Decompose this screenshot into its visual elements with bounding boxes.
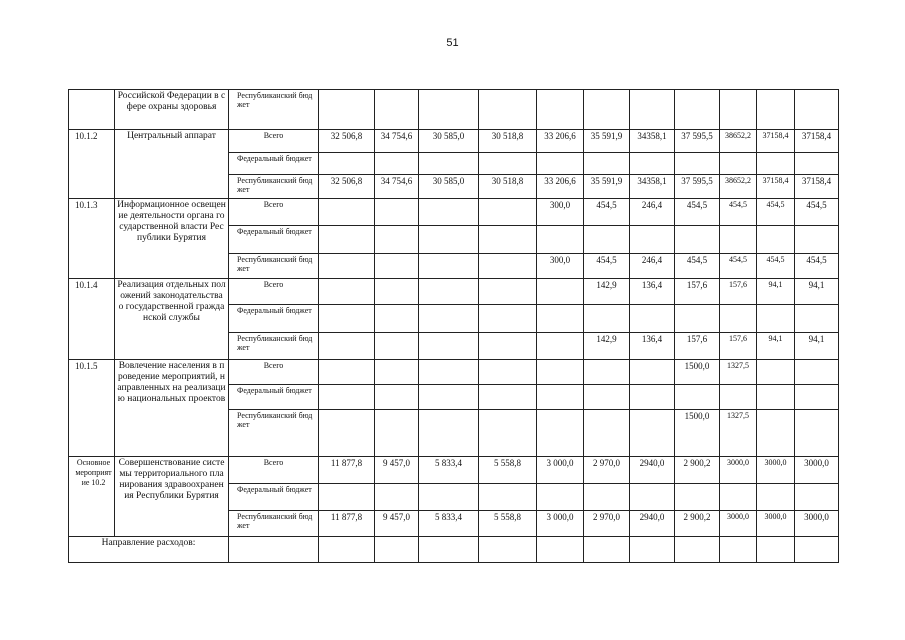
value-cell bbox=[795, 153, 839, 175]
value-cell bbox=[537, 333, 584, 360]
name-cell: Вовлечение населения в проведение мероприятий, направленных на реализацию национальных проектов bbox=[115, 360, 229, 457]
value-cell: 37 595,5 bbox=[675, 130, 720, 153]
source-cell: Республиканский бюджет bbox=[229, 90, 319, 130]
value-cell: 30 518,8 bbox=[479, 175, 537, 199]
value-cell: 2 900,2 bbox=[675, 511, 720, 537]
value-cell: 5 558,8 bbox=[479, 457, 537, 484]
value-cell bbox=[537, 90, 584, 130]
value-cell bbox=[584, 153, 630, 175]
value-cell: 454,5 bbox=[675, 199, 720, 226]
value-cell: 454,5 bbox=[757, 199, 795, 226]
value-cell bbox=[584, 226, 630, 254]
value-cell bbox=[630, 90, 675, 130]
value-cell bbox=[419, 226, 479, 254]
value-cell bbox=[537, 305, 584, 333]
value-cell bbox=[720, 484, 757, 511]
value-cell: 2 900,2 bbox=[675, 457, 720, 484]
value-cell: 38652,2 bbox=[720, 175, 757, 199]
value-cell: 3000,0 bbox=[720, 457, 757, 484]
value-cell bbox=[319, 226, 375, 254]
value-cell bbox=[757, 90, 795, 130]
value-cell: 454,5 bbox=[720, 254, 757, 279]
footer-label: Направление расходов: bbox=[69, 537, 229, 563]
source-cell: Федеральный бюджет bbox=[229, 153, 319, 175]
value-cell: 38652,2 bbox=[720, 130, 757, 153]
value-cell: 246,4 bbox=[630, 254, 675, 279]
source-cell: Всего bbox=[229, 130, 319, 153]
value-cell bbox=[795, 410, 839, 457]
value-cell bbox=[375, 410, 419, 457]
value-cell bbox=[375, 360, 419, 385]
value-cell bbox=[675, 305, 720, 333]
value-cell bbox=[757, 537, 795, 563]
value-cell: 454,5 bbox=[720, 199, 757, 226]
value-cell bbox=[630, 305, 675, 333]
value-cell bbox=[537, 360, 584, 385]
value-cell: 37158,4 bbox=[757, 130, 795, 153]
value-cell bbox=[720, 153, 757, 175]
value-cell: 3000,0 bbox=[795, 457, 839, 484]
value-cell: 2940,0 bbox=[630, 457, 675, 484]
value-cell: 300,0 bbox=[537, 254, 584, 279]
value-cell: 157,6 bbox=[675, 279, 720, 305]
value-cell bbox=[757, 305, 795, 333]
value-cell: 1327,5 bbox=[720, 360, 757, 385]
value-cell: 142,9 bbox=[584, 279, 630, 305]
value-cell bbox=[419, 410, 479, 457]
value-cell bbox=[720, 90, 757, 130]
value-cell bbox=[479, 153, 537, 175]
source-cell: Всего bbox=[229, 457, 319, 484]
value-cell bbox=[479, 90, 537, 130]
source-cell: Республиканский бюджет bbox=[229, 175, 319, 199]
value-cell: 34 754,6 bbox=[375, 130, 419, 153]
value-cell bbox=[757, 484, 795, 511]
value-cell bbox=[795, 360, 839, 385]
value-cell bbox=[584, 360, 630, 385]
value-cell bbox=[584, 410, 630, 457]
source-cell: Республиканский бюджет bbox=[229, 333, 319, 360]
source-cell: Всего bbox=[229, 360, 319, 385]
value-cell bbox=[537, 279, 584, 305]
budget-table bbox=[68, 89, 839, 563]
value-cell bbox=[630, 385, 675, 410]
value-cell bbox=[630, 226, 675, 254]
code-cell bbox=[69, 90, 115, 130]
value-cell: 454,5 bbox=[795, 254, 839, 279]
value-cell bbox=[537, 537, 584, 563]
value-cell bbox=[630, 360, 675, 385]
value-cell bbox=[720, 226, 757, 254]
value-cell bbox=[479, 226, 537, 254]
value-cell bbox=[419, 537, 479, 563]
code-cell: 10.1.2 bbox=[69, 130, 115, 199]
value-cell bbox=[375, 333, 419, 360]
value-cell bbox=[375, 226, 419, 254]
value-cell bbox=[319, 360, 375, 385]
value-cell: 5 833,4 bbox=[419, 511, 479, 537]
value-cell bbox=[675, 537, 720, 563]
name-cell: Российской Федерации в сфере охраны здоровья bbox=[115, 90, 229, 130]
value-cell: 1327,5 bbox=[720, 410, 757, 457]
value-cell: 37158,4 bbox=[795, 175, 839, 199]
value-cell: 3000,0 bbox=[757, 457, 795, 484]
value-cell: 157,6 bbox=[720, 333, 757, 360]
value-cell bbox=[795, 226, 839, 254]
value-cell: 300,0 bbox=[537, 199, 584, 226]
value-cell bbox=[479, 360, 537, 385]
source-cell bbox=[229, 537, 319, 563]
value-cell: 5 833,4 bbox=[419, 457, 479, 484]
value-cell bbox=[319, 90, 375, 130]
page-number: 51 bbox=[446, 37, 459, 49]
value-cell: 454,5 bbox=[584, 199, 630, 226]
value-cell: 37 595,5 bbox=[675, 175, 720, 199]
source-cell: Всего bbox=[229, 279, 319, 305]
value-cell: 94,1 bbox=[795, 333, 839, 360]
source-cell: Федеральный бюджет bbox=[229, 305, 319, 333]
value-cell bbox=[419, 385, 479, 410]
value-cell: 94,1 bbox=[757, 333, 795, 360]
value-cell bbox=[319, 537, 375, 563]
value-cell bbox=[419, 279, 479, 305]
value-cell bbox=[795, 90, 839, 130]
table-body bbox=[69, 90, 839, 563]
source-cell: Федеральный бюджет bbox=[229, 226, 319, 254]
value-cell: 94,1 bbox=[757, 279, 795, 305]
source-cell: Республиканский бюджет bbox=[229, 410, 319, 457]
code-cell: Основное мероприятие 10.2 bbox=[69, 457, 115, 537]
value-cell: 5 558,8 bbox=[479, 511, 537, 537]
value-cell: 30 585,0 bbox=[419, 175, 479, 199]
value-cell bbox=[795, 537, 839, 563]
source-cell: Республиканский бюджет bbox=[229, 511, 319, 537]
source-cell: Федеральный бюджет bbox=[229, 484, 319, 511]
value-cell: 157,6 bbox=[720, 279, 757, 305]
value-cell bbox=[375, 484, 419, 511]
value-cell: 136,4 bbox=[630, 333, 675, 360]
value-cell bbox=[757, 153, 795, 175]
value-cell bbox=[319, 333, 375, 360]
source-cell: Республиканский бюджет bbox=[229, 254, 319, 279]
name-cell: Реализация отдельных положений законодательства о государственной гражданской службы bbox=[115, 279, 229, 360]
value-cell bbox=[479, 305, 537, 333]
value-cell: 454,5 bbox=[757, 254, 795, 279]
value-cell: 35 591,9 bbox=[584, 175, 630, 199]
value-cell bbox=[584, 305, 630, 333]
table-row bbox=[69, 537, 839, 563]
value-cell bbox=[584, 537, 630, 563]
value-cell bbox=[479, 537, 537, 563]
value-cell: 2 970,0 bbox=[584, 457, 630, 484]
value-cell: 454,5 bbox=[584, 254, 630, 279]
code-cell: 10.1.3 bbox=[69, 199, 115, 279]
table-row bbox=[69, 130, 839, 153]
value-cell: 11 877,8 bbox=[319, 457, 375, 484]
value-cell: 454,5 bbox=[795, 199, 839, 226]
value-cell: 11 877,8 bbox=[319, 511, 375, 537]
value-cell bbox=[757, 360, 795, 385]
value-cell bbox=[319, 254, 375, 279]
value-cell bbox=[375, 199, 419, 226]
value-cell bbox=[675, 90, 720, 130]
value-cell bbox=[584, 484, 630, 511]
value-cell bbox=[319, 279, 375, 305]
value-cell bbox=[795, 385, 839, 410]
value-cell bbox=[479, 333, 537, 360]
value-cell bbox=[479, 484, 537, 511]
value-cell: 35 591,9 bbox=[584, 130, 630, 153]
value-cell bbox=[419, 333, 479, 360]
value-cell: 454,5 bbox=[675, 254, 720, 279]
value-cell bbox=[675, 385, 720, 410]
value-cell: 32 506,8 bbox=[319, 175, 375, 199]
value-cell bbox=[419, 360, 479, 385]
value-cell: 30 585,0 bbox=[419, 130, 479, 153]
value-cell: 9 457,0 bbox=[375, 511, 419, 537]
value-cell bbox=[419, 153, 479, 175]
value-cell: 3 000,0 bbox=[537, 511, 584, 537]
value-cell bbox=[375, 385, 419, 410]
value-cell bbox=[419, 254, 479, 279]
value-cell bbox=[537, 226, 584, 254]
value-cell bbox=[757, 226, 795, 254]
value-cell bbox=[479, 199, 537, 226]
name-cell: Центральный аппарат bbox=[115, 130, 229, 199]
value-cell: 246,4 bbox=[630, 199, 675, 226]
value-cell bbox=[479, 279, 537, 305]
value-cell bbox=[479, 410, 537, 457]
value-cell: 1500,0 bbox=[675, 360, 720, 385]
value-cell bbox=[319, 410, 375, 457]
table-row bbox=[69, 279, 839, 305]
value-cell bbox=[720, 385, 757, 410]
value-cell: 1500,0 bbox=[675, 410, 720, 457]
value-cell bbox=[537, 153, 584, 175]
value-cell bbox=[375, 254, 419, 279]
value-cell bbox=[419, 305, 479, 333]
value-cell: 9 457,0 bbox=[375, 457, 419, 484]
value-cell bbox=[675, 153, 720, 175]
value-cell bbox=[795, 305, 839, 333]
value-cell bbox=[720, 537, 757, 563]
value-cell bbox=[584, 385, 630, 410]
value-cell: 3000,0 bbox=[757, 511, 795, 537]
value-cell bbox=[319, 385, 375, 410]
value-cell bbox=[630, 410, 675, 457]
value-cell bbox=[375, 305, 419, 333]
value-cell bbox=[537, 484, 584, 511]
code-cell: 10.1.4 bbox=[69, 279, 115, 360]
value-cell bbox=[375, 153, 419, 175]
value-cell: 3000,0 bbox=[720, 511, 757, 537]
value-cell bbox=[537, 410, 584, 457]
value-cell: 157,6 bbox=[675, 333, 720, 360]
value-cell: 33 206,6 bbox=[537, 130, 584, 153]
value-cell bbox=[630, 153, 675, 175]
value-cell bbox=[675, 484, 720, 511]
value-cell bbox=[319, 199, 375, 226]
value-cell: 94,1 bbox=[795, 279, 839, 305]
table-row bbox=[69, 360, 839, 385]
table-row bbox=[69, 90, 839, 130]
value-cell: 142,9 bbox=[584, 333, 630, 360]
value-cell bbox=[675, 226, 720, 254]
source-cell: Всего bbox=[229, 199, 319, 226]
value-cell bbox=[375, 279, 419, 305]
value-cell: 33 206,6 bbox=[537, 175, 584, 199]
value-cell bbox=[375, 90, 419, 130]
source-cell: Федеральный бюджет bbox=[229, 385, 319, 410]
value-cell: 32 506,8 bbox=[319, 130, 375, 153]
table-row bbox=[69, 457, 839, 484]
value-cell bbox=[757, 385, 795, 410]
value-cell bbox=[584, 90, 630, 130]
value-cell bbox=[419, 199, 479, 226]
value-cell bbox=[319, 305, 375, 333]
value-cell bbox=[479, 254, 537, 279]
value-cell bbox=[319, 153, 375, 175]
value-cell: 2 970,0 bbox=[584, 511, 630, 537]
value-cell: 37158,4 bbox=[795, 130, 839, 153]
table-row bbox=[69, 199, 839, 226]
value-cell bbox=[757, 410, 795, 457]
value-cell bbox=[319, 484, 375, 511]
value-cell bbox=[630, 484, 675, 511]
code-cell: 10.1.5 bbox=[69, 360, 115, 457]
value-cell: 34 754,6 bbox=[375, 175, 419, 199]
value-cell: 30 518,8 bbox=[479, 130, 537, 153]
value-cell: 3 000,0 bbox=[537, 457, 584, 484]
value-cell: 3000,0 bbox=[795, 511, 839, 537]
value-cell: 34358,1 bbox=[630, 175, 675, 199]
value-cell: 2940,0 bbox=[630, 511, 675, 537]
value-cell: 37158,4 bbox=[757, 175, 795, 199]
value-cell bbox=[795, 484, 839, 511]
value-cell bbox=[479, 385, 537, 410]
value-cell bbox=[419, 90, 479, 130]
value-cell bbox=[419, 484, 479, 511]
value-cell: 136,4 bbox=[630, 279, 675, 305]
value-cell bbox=[720, 305, 757, 333]
value-cell bbox=[537, 385, 584, 410]
name-cell: Информационное освещение деятельности органа государственной власти Республики Бурятия bbox=[115, 199, 229, 279]
value-cell bbox=[630, 537, 675, 563]
name-cell: Совершенствование системы территориального планирования здравоохранения Республики Бурятия bbox=[115, 457, 229, 537]
value-cell bbox=[375, 537, 419, 563]
value-cell: 34358,1 bbox=[630, 130, 675, 153]
